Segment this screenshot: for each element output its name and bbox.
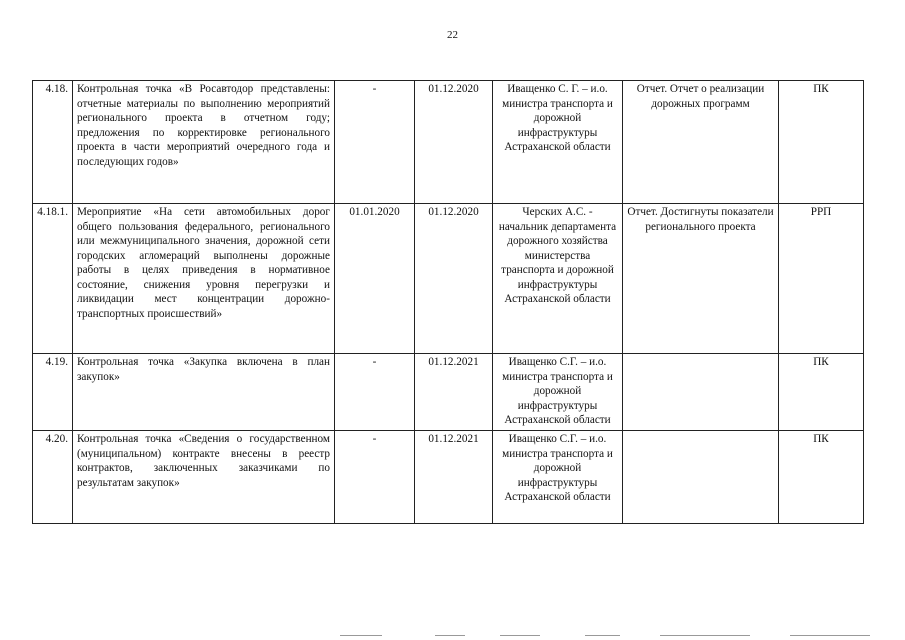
row-start-date: - [335, 354, 415, 431]
row-responsible: Иващенко С. Г. – и.о. министра транспорта и дорожной инфраструктуры Астраханской области [493, 81, 623, 204]
cut-off-next-row [340, 633, 880, 639]
row-result: Отчет. Достигнуты показатели регионального проекта [623, 204, 779, 354]
row-start-date: - [335, 431, 415, 524]
row-end-date: 01.12.2020 [415, 81, 493, 204]
row-number: 4.20. [33, 431, 73, 524]
row-level: ПК [779, 81, 864, 204]
row-description: Мероприятие «На сети автомобильных дорог общего пользования федерального, регионального или межмуниципального значения, дорожной сети городских агломераций выполнены дорожные работы в целях приведения в нормативное состояние, снижения уровня перегрузки и ликвидации мест концентрации дорожно-транспортных происшествий» [73, 204, 335, 354]
page-number: 22 [447, 29, 458, 41]
row-responsible: Иващенко С.Г. – и.о. министра транспорта и дорожной инфраструктуры Астраханской области [493, 354, 623, 431]
row-end-date: 01.12.2021 [415, 354, 493, 431]
row-description: Контрольная точка «Закупка включена в план закупок» [73, 354, 335, 431]
row-responsible: Иващенко С.Г. – и.о. министра транспорта и дорожной инфраструктуры Астраханской области [493, 431, 623, 524]
milestones-table [32, 80, 864, 524]
row-result [623, 354, 779, 431]
row-level: РРП [779, 204, 864, 354]
row-end-date: 01.12.2021 [415, 431, 493, 524]
table-row [33, 204, 864, 354]
row-start-date: - [335, 81, 415, 204]
table-row [33, 354, 864, 431]
row-number: 4.18. [33, 81, 73, 204]
table-row [33, 431, 864, 524]
row-result: Отчет. Отчет о реализации дорожных программ [623, 81, 779, 204]
row-start-date: 01.01.2020 [335, 204, 415, 354]
row-responsible: Черских А.С. - начальник департамента дорожного хозяйства министерства транспорта и дорожной инфраструктуры Астраханской области [493, 204, 623, 354]
row-description: Контрольная точка «Сведения о государственном (муниципальном) контракте внесены в реестр контрактов, заключенных заказчиками по результатам закупок» [73, 431, 335, 524]
row-description: Контрольная точка «В Росавтодор представлены: отчетные материалы по выполнению мероприятий регионального проекта в отчетном году; предложения по корректировке регионального проекта в части мероприятий очередного года и последующих годов» [73, 81, 335, 204]
row-number: 4.18.1. [33, 204, 73, 354]
row-end-date: 01.12.2020 [415, 204, 493, 354]
row-level: ПК [779, 431, 864, 524]
row-level: ПК [779, 354, 864, 431]
row-number: 4.19. [33, 354, 73, 431]
table-row [33, 81, 864, 204]
row-result [623, 431, 779, 524]
